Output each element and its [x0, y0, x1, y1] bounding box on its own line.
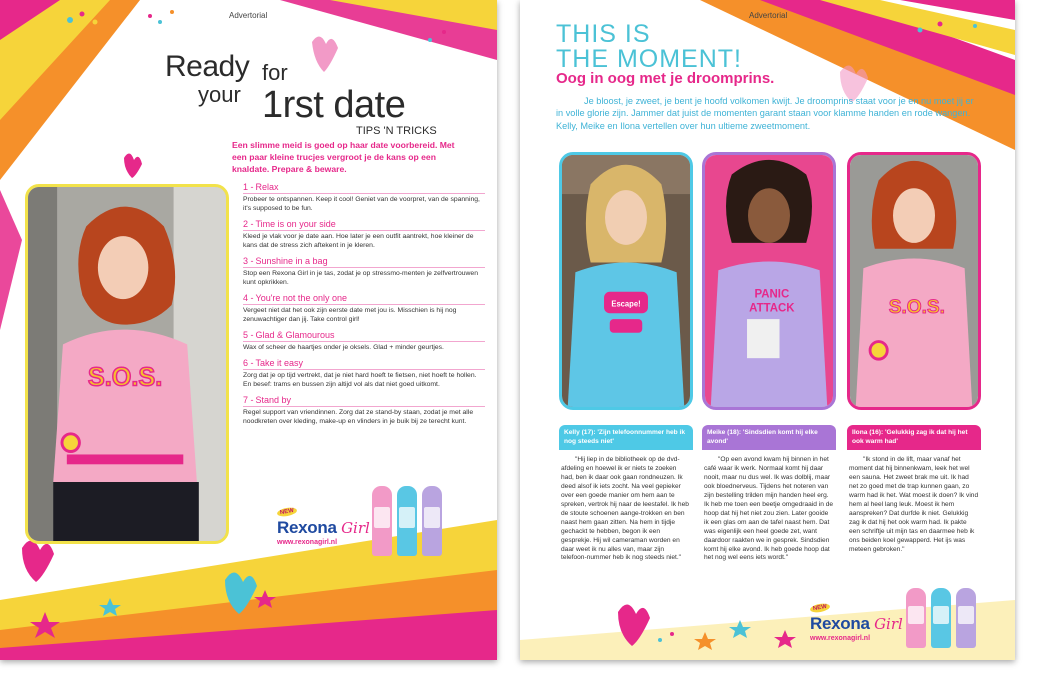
tip-title-text: Take it easy: [255, 357, 304, 368]
tip-title-text: Glad & Glamourous: [255, 329, 335, 340]
girl-elevator-photo: [25, 184, 229, 544]
new-badge: NEW: [276, 506, 297, 517]
sos-shirt-text: S.O.S.: [87, 363, 163, 392]
tip-number: 5 -: [243, 329, 254, 340]
meike-caption: Meike (18): 'Sindsdien komt hij elke avond': [702, 425, 836, 450]
confetti-dot: [158, 20, 162, 24]
tip-item: [243, 256, 485, 288]
confetti-dot: [658, 638, 662, 642]
tip-title-text: You're not the only one: [255, 292, 347, 303]
confetti-dot: [670, 632, 674, 636]
brand-sub: Girl: [341, 519, 370, 537]
tip-title-text: Relax: [255, 182, 279, 192]
butterfly-icon: [124, 153, 142, 178]
tip-title: [243, 182, 485, 194]
tip-body: Kleed je vlak voor je date aan. Hoe later je een outfit aantrekt, hoe kleiner de kans dat de stress zich aftekent in je kleren.: [243, 232, 474, 249]
tip-title-text: Sunshine in a bag: [255, 255, 328, 266]
tip-item: [243, 219, 485, 251]
title-tips-n-tricks: TIPS 'N TRICKS: [356, 125, 437, 137]
tip-title: [243, 293, 485, 305]
confetti-dot: [67, 17, 73, 23]
confetti-dot: [938, 22, 943, 27]
ilona-story: "Ik stond in de lift, maar vanaf het moment dat hij binnenkwam, leek het wel een sauna. Het zweet brak me uit. Ik had net zo goed met de trap kunnen gaan, zo warm had ik het. Wat moest ik doen? Ik vind hem al heel lang leuk. Moest ik hem aanspreken? Dat durfde ik niet. Gelukkig zag ik dat hij het ook warm had. Ik pakte een schriftje uit mijn tas en daarmee heb ik ons beiden koel gewapperd. Het ijs was meteen gebroken.": [849, 456, 979, 553]
confetti-dot: [918, 28, 923, 33]
tip-body: Zorg dat je op tijd vertrekt, dat je niet hard hoeft te fietsen, niet hoeft te hollen. En besef: trams en bussen zijn altijd vol als dat niet goed uitkomt.: [243, 371, 477, 388]
attack-shirt-text: ATTACK: [749, 302, 795, 315]
panic-shirt-text: PANIC: [754, 288, 790, 301]
confetti-dot: [93, 20, 98, 25]
deodorant-can-pink: [372, 486, 392, 556]
left-page: [0, 0, 497, 660]
confetti-dot: [428, 38, 432, 42]
tip-title: [243, 395, 485, 407]
ilona-photo: [847, 152, 981, 410]
can-label: [374, 507, 390, 528]
title-first-date: 1rst date: [262, 84, 406, 126]
right-page: [520, 0, 1015, 660]
tip-body: Stop een Rexona Girl in je tas, zodat je op stressmo-menten je zelfvertrouwen kunt opkrikken.: [243, 269, 478, 286]
can-label: [908, 606, 924, 624]
tip-item: [243, 358, 485, 390]
new-badge: NEW: [809, 602, 830, 613]
photo-illustration: [850, 155, 978, 407]
tips-list: [243, 182, 485, 432]
sos-shirt-text: S.O.S.: [888, 297, 945, 319]
tip-item: [243, 330, 485, 353]
confetti-dot: [148, 14, 152, 18]
meike-photo: [702, 152, 836, 410]
brand-name: Rexona: [810, 614, 870, 633]
deodorant-can-lilac: [956, 588, 976, 648]
brand-url[interactable]: www.rexonagirl.nl: [277, 539, 338, 546]
photo-illustration: [28, 187, 226, 541]
tip-title-text: Time is on your side: [255, 218, 336, 229]
tip-number: 3 -: [243, 255, 254, 266]
tip-body: Probeer te ontspannen. Keep it cool! Geniet van de voorpret, van de spanning, it's supposed to be fun.: [243, 196, 480, 212]
confetti-dot: [170, 10, 174, 14]
tip-item: [243, 293, 485, 325]
title-line-2: THE MOMENT!: [556, 44, 742, 73]
can-label: [958, 606, 974, 624]
brand-sub: Girl: [874, 615, 903, 633]
tip-title: [243, 358, 485, 370]
tip-number: 4 -: [243, 292, 254, 303]
title-for: for: [262, 60, 288, 85]
left-intro: Een slimme meid is goed op haar date voorbereid. Met een paar kleine trucjes vergroot je de kans op een knaldate. Prepare & beware.: [232, 140, 455, 174]
tip-title: [243, 330, 485, 342]
rexona-girl-logo: [277, 500, 370, 546]
side-pink-ray: [0, 190, 22, 330]
advertorial-label: Advertorial: [229, 11, 268, 20]
can-label: [399, 507, 415, 528]
butterfly-icon: [312, 36, 338, 72]
escape-shirt-text: Escape!: [611, 299, 641, 309]
kelly-photo: [559, 152, 693, 410]
tip-title-text: Stand by: [255, 394, 292, 405]
kelly-caption: Kelly (17): 'Zijn telefoonnummer heb ik nog steeds niet': [559, 425, 693, 450]
tip-body: Vergeet niet dat het ook zijn eerste date met jou is. Misschien is hij nog zenuwachtiger dan jij. Take control girl!: [243, 306, 457, 323]
meike-story: "Op een avond kwam hij binnen in het café waar ik werk. Normaal komt hij daar nooit, maar nu dus wel. Ik was dolblij, maar ook bloednerveus. Tijdens het noteren van zijn bestelling trilden mijn handen heel erg. Ik heb me toen een beetje omgedraaid in de hoop dat hij het niet zou zien. Later gooide ik een glas om aan de tafel naast hem. Dat was eigenlijk een heel goede zet, want daardoor raakten we in gesprek. Sindsdien komt hij elke avond. Ik heb goede hoop dat het nog wel eens iets wordt.": [704, 456, 834, 562]
tip-number: 6 -: [243, 357, 254, 368]
confetti-dot: [80, 12, 85, 17]
moment-title: [556, 22, 742, 71]
kelly-story: "Hij liep in de bibliotheek op de dvd-afdeling en hoewel ik er niets te zoeken had, ben ik daar ook gaan rondneuzen. Ik deed alsof ik iets zocht. Na veel gepieker over een goede manier om hem aan te spreken, vertrok hij naar de leestafel. Ik heb de stoute schoenen aange-trokken en ben naast hem gaan zitten. Na hem in tijdje gechackt te hebben, begon ik een gesprekje. Hij wil cameraman worden en daar weet ik nu alles van, maar zijn telefoon-nummer heb ik nog steeds niet.": [561, 456, 689, 562]
moment-subtitle: Oog in oog met je droomprins.: [556, 70, 775, 87]
can-label: [933, 606, 949, 624]
deodorant-can-pink: [906, 588, 926, 648]
deodorant-cans: [906, 588, 976, 648]
tip-number: 7 -: [243, 394, 254, 405]
confetti-dot: [442, 30, 446, 34]
deodorant-cans: [372, 486, 442, 556]
ilona-caption: Ilona (16): 'Gelukkig zag ik dat hij het ook warm had': [847, 425, 981, 450]
tip-item: [243, 395, 485, 427]
tip-body: Wax of scheer de haartjes onder je oksels. Glad + minder geurtjes.: [243, 343, 444, 351]
tip-number: 1 -: [243, 182, 254, 192]
tip-title: [243, 256, 485, 268]
photo-illustration: [705, 155, 833, 407]
tip-title: [243, 219, 485, 231]
title-line-1: THIS IS: [556, 20, 651, 48]
deodorant-can-blue: [397, 486, 417, 556]
confetti-dot: [958, 32, 963, 37]
tip-item: [243, 182, 485, 214]
confetti-dot: [973, 24, 977, 28]
butterfly-icon: [22, 540, 54, 582]
title-ready: Ready: [165, 50, 250, 83]
photo-illustration: [562, 155, 690, 407]
brand-name: Rexona: [277, 518, 337, 537]
can-label: [424, 507, 440, 528]
advertorial-label: Advertorial: [749, 11, 788, 20]
deodorant-can-blue: [931, 588, 951, 648]
tip-body: Regel support van vriendinnen. Zorg dat ze stand-by staan, zodat je met alle noodkreten over kleding, make-up en vlinders in je buik bij ze terecht kunt.: [243, 408, 474, 425]
deodorant-can-lilac: [422, 486, 442, 556]
brand-url[interactable]: www.rexonagirl.nl: [810, 635, 871, 642]
tip-number: 2 -: [243, 218, 254, 229]
title-your: your: [198, 82, 241, 107]
right-intro: Je bloost, je zweet, je bent je hoofd volkomen kwijt. Je droomprins staat voor je en nu moet jij er in volle glorie zijn. Jammer dat juist de momenten garant staan voor klamme handen en rode wangen. Kelly, Meike en Ilona vertellen over hun ultieme zweetmoment.: [556, 96, 974, 131]
rexona-girl-logo: [810, 596, 903, 642]
